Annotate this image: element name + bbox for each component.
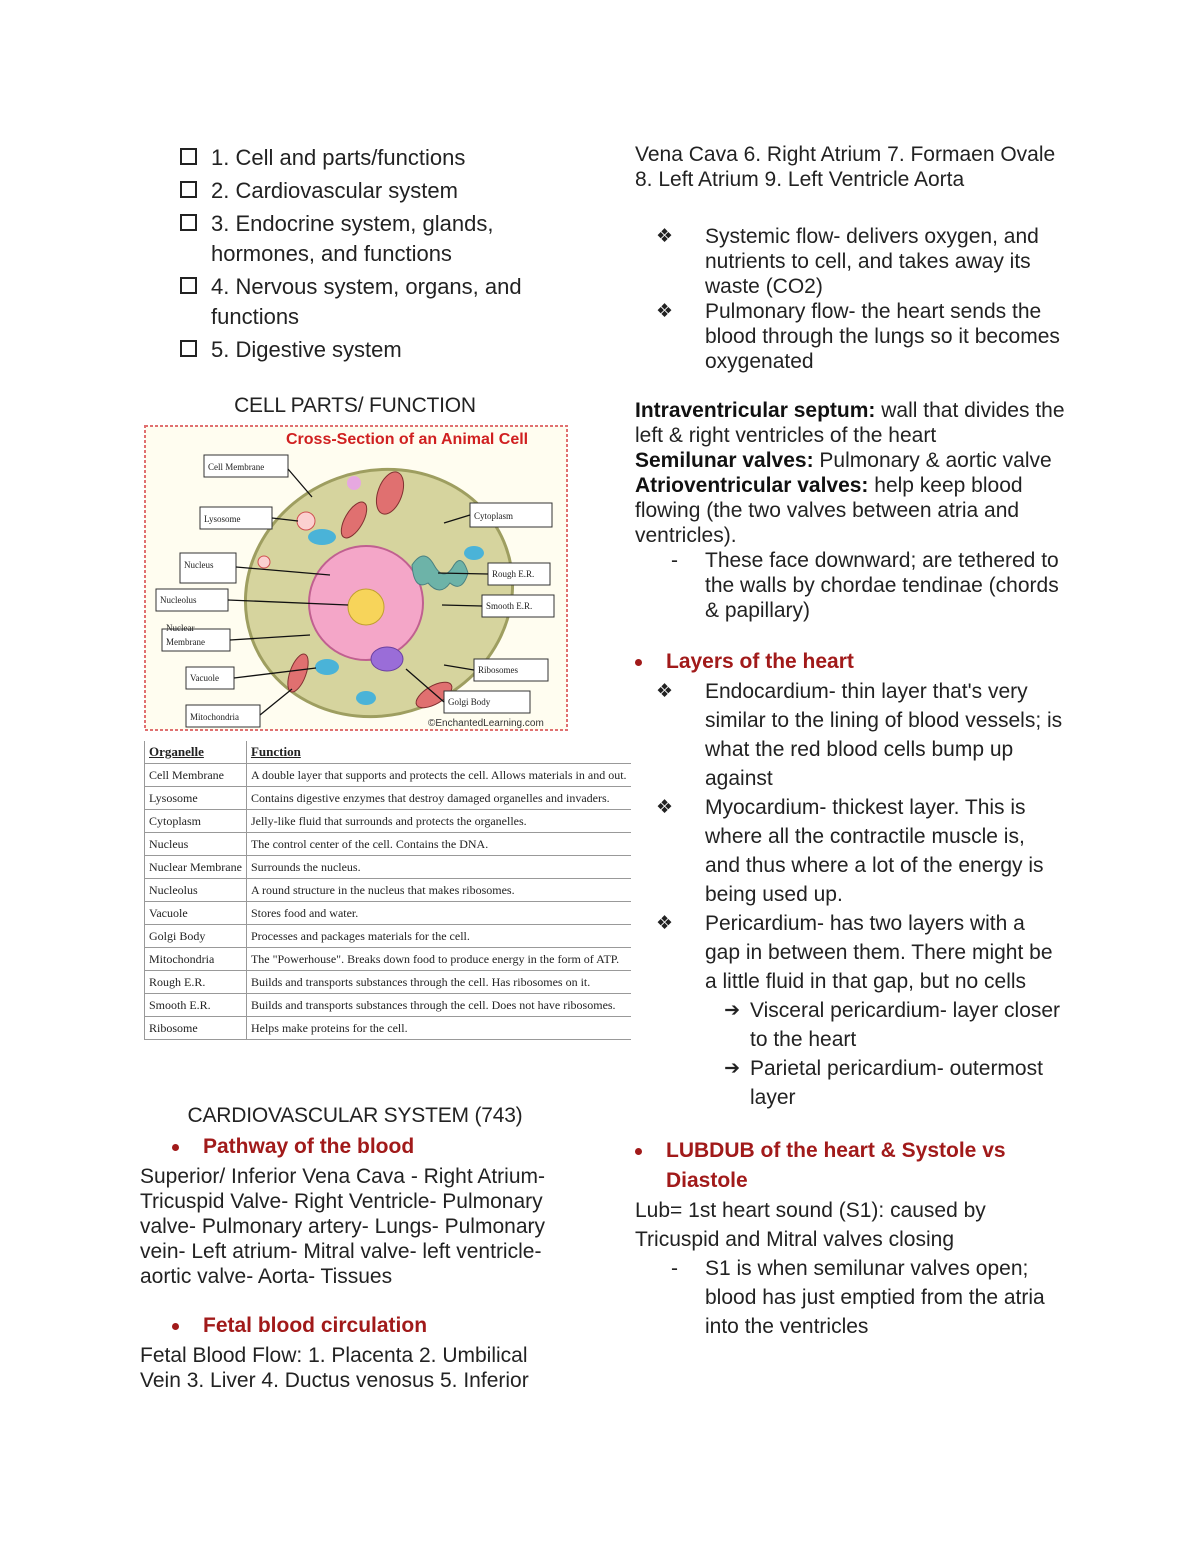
lysosome-shape xyxy=(297,512,315,530)
cardio-left-section xyxy=(140,1132,570,1393)
svg-text:Smooth E.R.: Smooth E.R. xyxy=(486,601,533,611)
lubdub-heading: LUBDUB of the heart & Systole vs Diastole xyxy=(601,1136,1065,1196)
svg-text:Rough E.R.: Rough E.R. xyxy=(492,569,535,579)
bullet-icon xyxy=(172,1323,179,1330)
checkbox-icon[interactable] xyxy=(180,148,197,165)
table-row: Vacuole Stores food and water. xyxy=(145,902,631,925)
right-column xyxy=(635,142,1065,1341)
svg-text:Lysosome: Lysosome xyxy=(204,514,241,524)
bullet-icon xyxy=(172,1144,179,1151)
table-row: Ribosome Helps make proteins for the cell. xyxy=(145,1017,631,1040)
diagram-title: Cross-Section of an Animal Cell xyxy=(286,431,529,448)
pathway-heading: Pathway of the blood xyxy=(138,1132,570,1162)
svg-text:Vacuole: Vacuole xyxy=(190,673,219,683)
pathway-text: Superior/ Inferior Vena Cava - Right Atrium- Tricuspid Valve- Right Ventricle- Pulmonary valve- Pulmonary artery- Lungs- Pulmonary vein- Left atrium- Mitral valve- left ventricle- aortic valve- Aorta- Tissues xyxy=(140,1165,546,1288)
table-row: Lysosome Contains digestive enzymes that destroy damaged organelles and invaders. xyxy=(145,787,631,810)
list-item: ➔ Parietal pericardium- outermost layer xyxy=(600,1054,1065,1112)
list-item: ❖ Systemic flow- delivers oxygen, and nutrients to cell, and takes away its waste (CO2) xyxy=(635,224,1065,299)
diamond-bullet-icon: ❖ xyxy=(655,797,673,818)
svg-text:Ribosomes: Ribosomes xyxy=(478,665,519,675)
table-row: Smooth E.R. Builds and transports substances through the cell. Does not have ribosomes. xyxy=(145,994,631,1017)
svg-text:Cytoplasm: Cytoplasm xyxy=(474,511,514,521)
checkbox-icon[interactable] xyxy=(180,340,197,357)
list-item: ❖ Endocardium- thin layer that's very similar to the lining of blood vessels; is what the red blood cells bump up against xyxy=(635,677,1065,793)
checkbox-icon[interactable] xyxy=(180,181,197,198)
table-row: Rough E.R. Builds and transports substances through the cell. Has ribosomes on it. xyxy=(145,971,631,994)
svg-text:Mitochondria: Mitochondria xyxy=(190,712,239,722)
table-row: Cytoplasm Jelly-like fluid that surrounds and protects the organelles. xyxy=(145,810,631,833)
arrow-bullet-icon: ➔ xyxy=(724,1058,740,1079)
table-row: Cell Membrane A double layer that supports and protects the cell. Allows materials in and out. xyxy=(145,764,631,787)
vacuole-shape xyxy=(315,659,339,675)
animal-cell-diagram xyxy=(144,425,568,731)
vacuole-shape xyxy=(464,546,484,560)
dash-bullet-icon: - xyxy=(671,1257,678,1280)
list-item: ❖ Myocardium- thickest layer. This is where all the contractile muscle is, and thus where a lot of the energy is being used up. xyxy=(635,793,1065,909)
dash-bullet-icon: - xyxy=(671,549,678,572)
checklist-item[interactable]: 2. Cardiovascular system xyxy=(178,176,558,206)
semilunar-definition: Semilunar valves: Pulmonary & aortic valve xyxy=(635,449,1052,472)
checklist-item[interactable]: 4. Nervous system, organs, and functions xyxy=(178,272,558,332)
fetal-text: Fetal Blood Flow: 1. Placenta 2. Umbilical Vein 3. Liver 4. Ductus venosus 5. Inferior xyxy=(140,1344,529,1392)
organelle-table: Organelle Function Cell Membrane A double layer that supports and protects the cell. Allows materials in and out. Lysosome Contains digestive enzymes that destroy damaged organelles and invaders. Cytoplasm Jelly-like fluid that surrounds and protects the organelles. Nucleus The control center of the cell. Contains the DNA. Nuclear Membrane Surrounds the nucleus. Nucleolus A round structure in the nucleus that makes ribosomes. Vacuole Stores food and water. Golgi Body Processes and packages materials for the cell. Mitochondria The "Powerhouse". Breaks down food to produce energy in the form of ATP. Rough E.R. Builds and transports substances through the cell. Has ribosomes on it. Smooth E.R. Builds and transports substances through the cell. Does not have ribosomes. Ribosome Helps make proteins for the cell. xyxy=(144,741,631,1040)
septum-definition: Intraventricular septum: wall that divides the left & right ventricles of the heart xyxy=(635,399,1065,447)
table-row: Golgi Body Processes and packages materials for the cell. xyxy=(145,925,631,948)
checklist-item[interactable]: 5. Digestive system xyxy=(178,335,558,365)
checkbox-icon[interactable] xyxy=(180,277,197,294)
svg-text:Nucleus: Nucleus xyxy=(184,560,214,570)
lub-text: Lub= 1st heart sound (S1): caused by Tricuspid and Mitral valves closing xyxy=(635,1199,986,1251)
arrow-bullet-icon: ➔ xyxy=(724,1000,740,1021)
layers-list xyxy=(635,677,1065,1112)
topic-checklist xyxy=(178,143,558,368)
layers-heading: Layers of the heart xyxy=(601,647,1065,677)
svg-text:Cell Membrane: Cell Membrane xyxy=(208,462,265,472)
ribosome-shape xyxy=(347,476,361,490)
lysosome-shape xyxy=(258,556,270,568)
svg-text:Golgi Body: Golgi Body xyxy=(448,697,491,707)
fetal-heading: Fetal blood circulation xyxy=(138,1311,570,1341)
list-item: - These face downward; are tethered to the walls by chordae tendinae (chords & papillary) xyxy=(635,548,1065,623)
cell-parts-heading: CELL PARTS/ FUNCTION xyxy=(234,394,476,417)
flow-list xyxy=(635,224,1065,374)
checkbox-icon[interactable] xyxy=(180,214,197,231)
table-row: Nucleus The control center of the cell. Contains the DNA. xyxy=(145,833,631,856)
checklist-item[interactable]: 3. Endocrine system, glands, hormones, and functions xyxy=(178,209,558,269)
bullet-icon xyxy=(635,659,642,666)
golgi-shape xyxy=(371,647,403,671)
svg-text:Nuclear: Nuclear xyxy=(166,623,195,633)
definitions xyxy=(635,398,1065,548)
diamond-bullet-icon: ❖ xyxy=(655,301,673,322)
fetal-text-continued: Vena Cava 6. Right Atrium 7. Formaen Ovale 8. Left Atrium 9. Left Ventricle Aorta xyxy=(635,143,1056,191)
list-item: ❖ Pulmonary flow- the heart sends the blood through the lungs so it becomes oxygenated xyxy=(635,299,1065,374)
table-row: Nucleolus A round structure in the nucleus that makes ribosomes. xyxy=(145,879,631,902)
bullet-icon xyxy=(635,1148,642,1155)
nucleolus-shape xyxy=(348,589,384,625)
svg-text:Nucleolus: Nucleolus xyxy=(160,595,197,605)
diamond-bullet-icon: ❖ xyxy=(655,913,673,934)
diagram-credit: ©EnchantedLearning.com xyxy=(428,718,544,729)
list-item: ➔ Visceral pericardium- layer closer to the heart xyxy=(600,996,1065,1054)
list-item: - S1 is when semilunar valves open; blood has just emptied from the atria into the ventricles xyxy=(635,1254,1065,1341)
diamond-bullet-icon: ❖ xyxy=(655,681,673,702)
vacuole-shape xyxy=(308,529,336,545)
table-row: Nuclear Membrane Surrounds the nucleus. xyxy=(145,856,631,879)
list-item: ❖ Pericardium- has two layers with a gap in between them. There might be a little fluid in that gap, but no cells xyxy=(635,909,1065,996)
svg-text:Membrane: Membrane xyxy=(166,637,205,647)
table-row: Mitochondria The "Powerhouse". Breaks down food to produce energy in the form of ATP. xyxy=(145,948,631,971)
diamond-bullet-icon: ❖ xyxy=(655,226,673,247)
checklist-item[interactable]: 1. Cell and parts/functions xyxy=(178,143,558,173)
vacuole-shape xyxy=(356,691,376,705)
av-definition: Atrioventricular valves: help keep blood flowing (the two valves between atria and ventricles). xyxy=(635,474,1023,547)
cardio-heading: CARDIOVASCULAR SYSTEM (743) xyxy=(187,1104,523,1127)
